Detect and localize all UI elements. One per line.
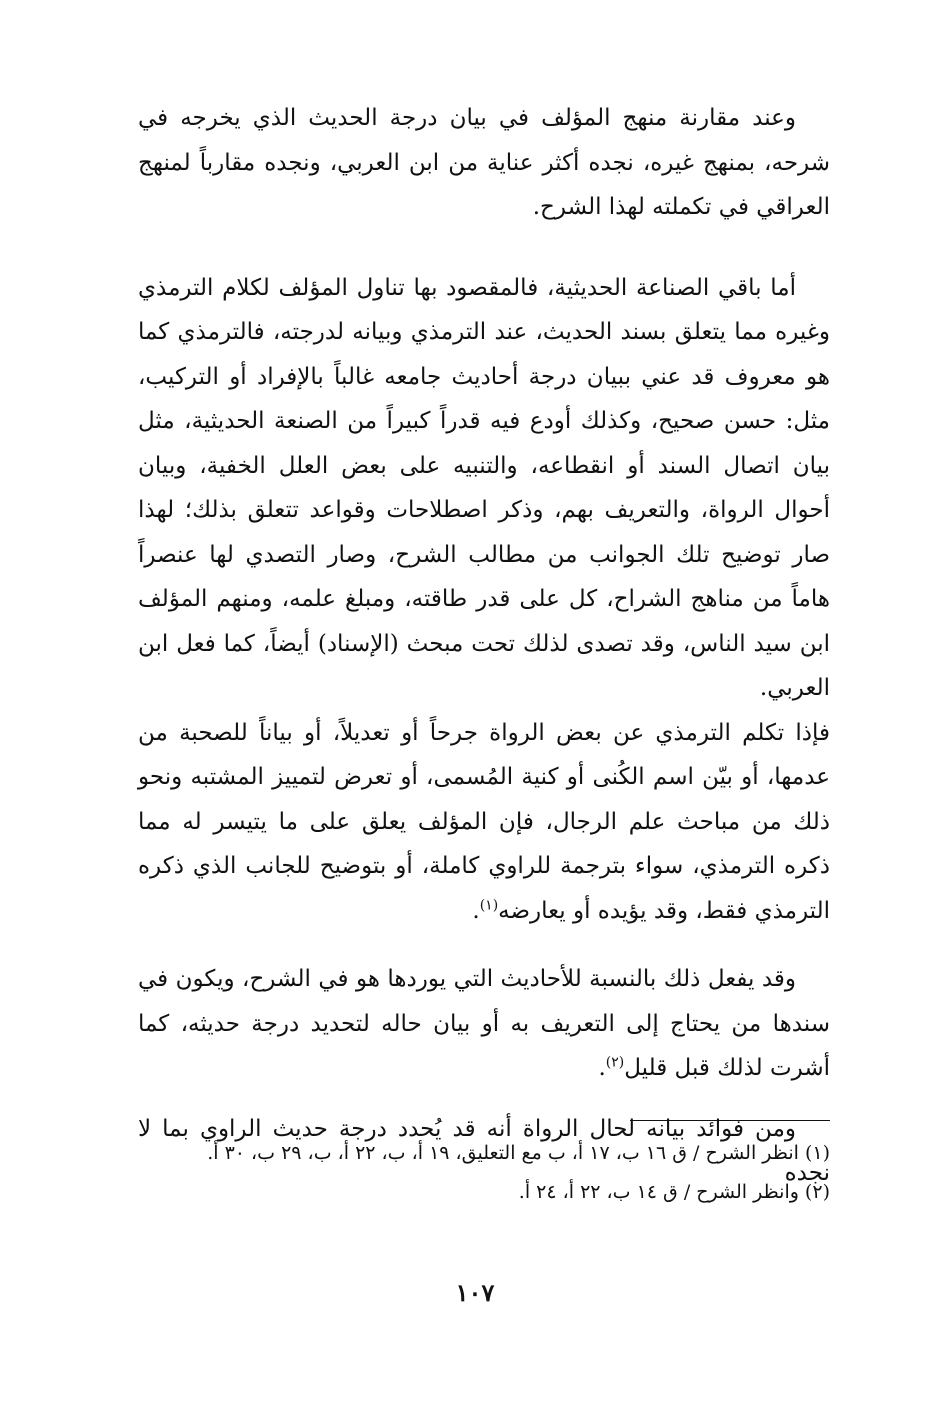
paragraph-3-period: . [472,897,480,924]
paragraph-1: وعند مقارنة منهج المؤلف في بيان درجة الحديث الذي يخرجه في شرحه، بمنهج غيره، نجده أكثر عناية من ابن العربي، ونجده مقارباً لمنهج العراقي في تكملته لهذا الشرح. [138,105,830,220]
footnote-1: (١) انظر الشرح / ق ١٦ ب، ١٧ أ، ب مع التعليق، ١٩ أ، ب، ٢٢ أ، ب، ٢٩ ب، ٣٠ أ. [207,1142,830,1164]
footnote-divider [630,1120,830,1121]
footnote-ref-2[interactable]: (٢) [605,1054,625,1071]
paragraph-4 [138,957,830,1091]
paragraph-4-text: وقد يفعل ذلك بالنسبة للأحاديث التي يوردها هو في الشرح، ويكون في سندها من يحتاج إلى التعريف به أو بيان حاله لتحديد درجة حديثه، كما أشرت لذلك قبل قليل [138,966,830,1081]
paragraph-3 [138,711,830,934]
footnote-ref-1[interactable]: (١) [479,896,499,913]
footnote-2: (٢) وانظر الشرح / ق ١٤ ب، ٢٢ أ، ٢٤ أ. [518,1181,830,1203]
paragraph-2: أما باقي الصناعة الحديثية، فالمقصود بها تناول المؤلف لكلام الترمذي وغيره مما يتعلق بسند الحديث، عند الترمذي وبيانه لدرجته، فالترمذي كما هو معروف قد عني ببيان درجة أحاديث جامعه غالباً بالإفراد أو التركيب، مثل: حسن صحيح، وكذلك أودع فيه قدراً كبيراً من الصنعة الحديثية، مثل بيان اتصال السند أو انقطاعه، والتنبيه على بعض العلل الخفية، وبيان أحوال الرواة، والتعريف بهم، وذكر اصطلاحات وقواعد تتعلق بذلك؛ لهذا صار توضيح تلك الجوانب من مطالب الشرح، وصار التصدي لها عنصراً هاماً من مناهج الشراح، كل على قدر طاقته، ومبلغ علمه، ومنهم المؤلف ابن سيد الناس، وقد تصدى لذلك تحت مبحث (الإسناد) أيضاً، كما فعل ابن العربي. [138,274,830,701]
page-number: ١٠٧ [455,1278,495,1307]
paragraph-3-text: فإذا تكلم الترمذي عن بعض الرواة جرحاً أو تعديلاً، أو بياناً للصحبة من عدمها، أو بيّن اسم الكُنى أو كنية المُسمى، أو تعرض لتمييز المشتبه ونحو ذلك من مباحث علم الرجال، فإن المؤلف يعلق على ما يتيسر له مما ذكره الترمذي، سواء بترجمة للراوي كاملة، أو بتوضيح للجانب الذي ذكره الترمذي فقط، وقد يؤيده أو يعارضه [138,719,830,924]
footnotes [138,1138,830,1216]
paragraph-4-period: . [598,1055,606,1081]
paragraph-5: ومن فوائد بيانه لحال الرواة أنه قد يُحدد درجة حديث الراوي بما لا نجده [138,1115,830,1186]
main-text [138,96,830,1196]
